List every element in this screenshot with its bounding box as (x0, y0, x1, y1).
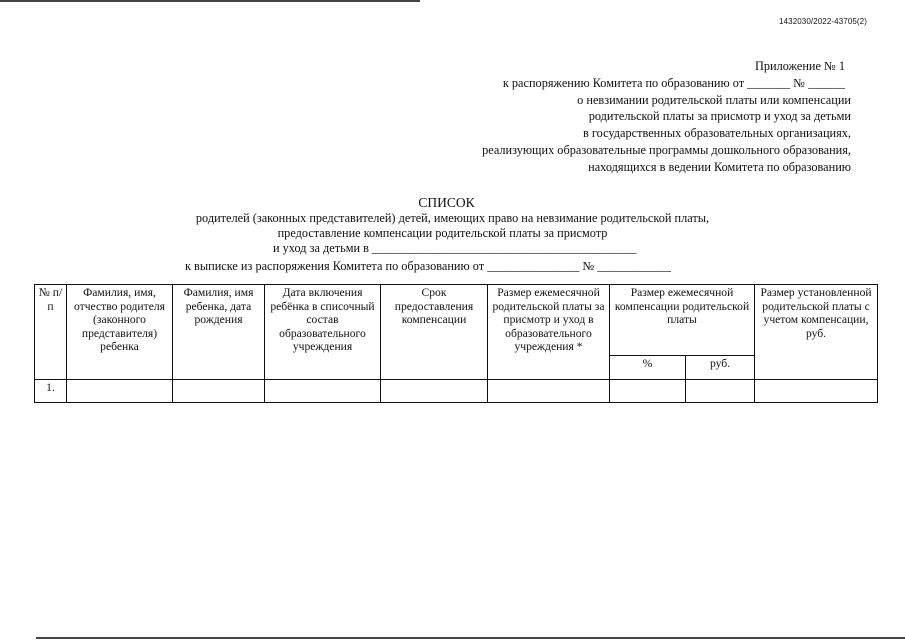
header-comp-percent: % (610, 356, 686, 380)
table-cell (265, 380, 381, 403)
list-title-block (0, 194, 905, 274)
annex-line: к распоряжению Комитета по образованию от _______ № ______ (502, 75, 845, 90)
scan-edge-top (0, 0, 420, 2)
annex-line: находящихся в ведении Комитета по образованию (588, 159, 851, 174)
header-monthly-compensation: Размер ежемесячной компенсации родительской платы (610, 285, 755, 356)
header-num: № п/п (35, 285, 67, 380)
table-row (35, 380, 878, 403)
list-title-line: и уход за детьми в ___________________________________________ (273, 241, 637, 256)
header-period: Срок предоставления компенсации (381, 285, 488, 380)
table-cell (686, 380, 755, 403)
scan-edge-bottom (36, 637, 905, 639)
header-parent-name: Фамилия, имя, отчество родителя (законного представителя) ребенка (67, 285, 173, 380)
list-title-line: родителей (законных представителей) детей, имеющих право на невзимание родительской платы, (195, 211, 710, 225)
annex-header (391, 58, 851, 176)
recipients-table (34, 284, 878, 403)
table-cell (488, 380, 610, 403)
header-child-name: Фамилия, имя ребенка, дата рождения (173, 285, 265, 380)
annex-line: реализующих образовательные программы дошкольного образования, (482, 142, 851, 157)
annex-line: Приложение № 1 (754, 59, 845, 73)
header-comp-rub: руб. (686, 356, 755, 380)
list-title-line: к выписке из распоряжения Комитета по образованию от _______________ № ____________ (185, 258, 672, 273)
header-established-fee: Размер установленной родительской платы с учетом компенсации, руб. (755, 285, 878, 380)
list-heading: СПИСОК (418, 195, 475, 210)
list-title-line: предоставление компенсации родительской платы за присмотр (277, 226, 608, 241)
table-cell (755, 380, 878, 403)
annex-line: о невзимании родительской платы или компенсации (577, 92, 851, 107)
row-number: 1. (35, 380, 67, 403)
document-number: 1432030/2022-43705(2) (779, 17, 867, 26)
header-monthly-fee: Размер ежемесячной родительской платы за присмотр и уход в образовательного учреждения * (488, 285, 610, 380)
table-cell (173, 380, 265, 403)
table-cell (610, 380, 686, 403)
header-inclusion-date: Дата включения ребёнка в списочный состав образовательного учреждения (265, 285, 381, 380)
annex-line: в государственных образовательных организациях, (583, 126, 851, 141)
table-cell (67, 380, 173, 403)
annex-line: родительской платы за присмотр и уход за детьми (588, 109, 851, 124)
table-cell (381, 380, 488, 403)
